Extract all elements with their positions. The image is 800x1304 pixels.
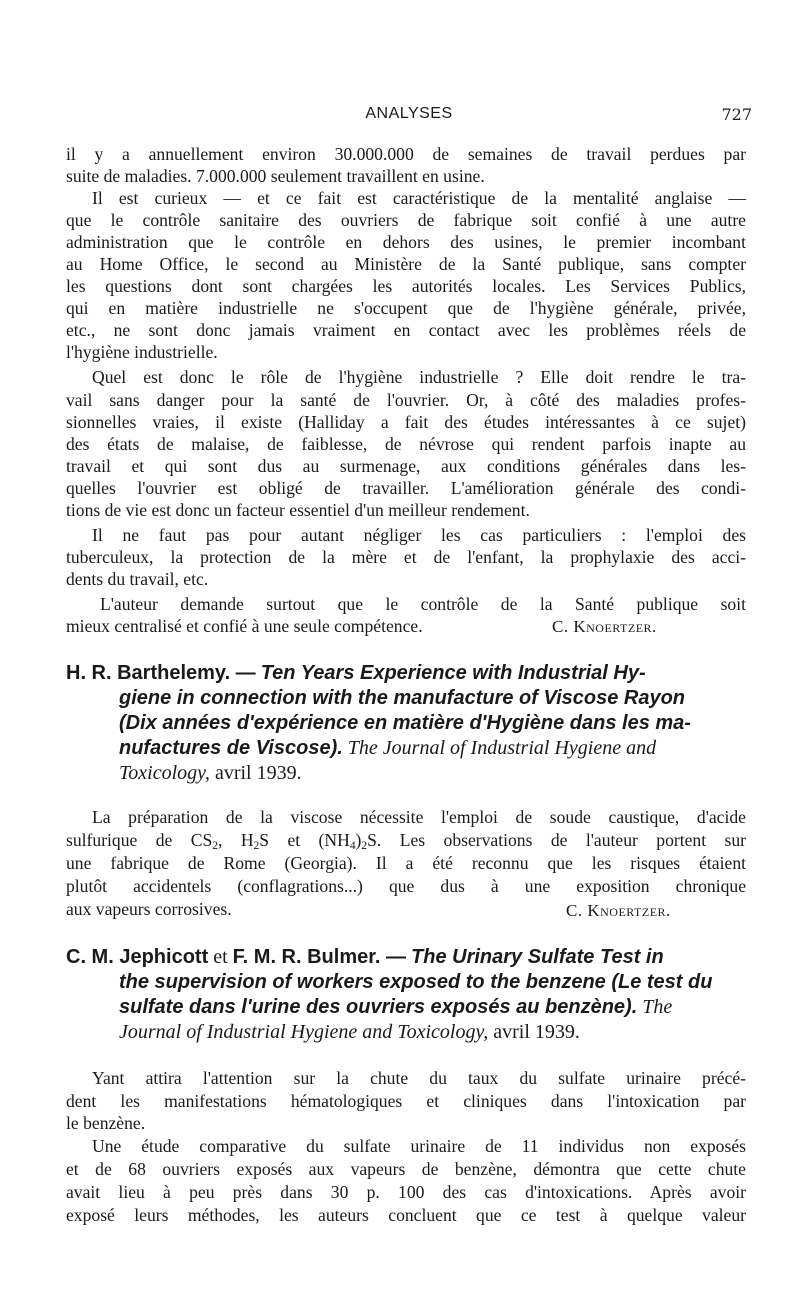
publication-date: avril 1939. xyxy=(214,762,302,784)
text-line: etc., ne sont donc jamais vraiment en contact avec les problèmes réels de xyxy=(66,320,746,340)
article-title: giene in connection with the manufacture of Viscose Rayon xyxy=(119,687,686,709)
article-title: nufactures de Viscose). xyxy=(119,737,343,759)
text-line: dent les manifestations hématologiques et cliniques dans l'intoxication par xyxy=(66,1091,746,1111)
signature: C. Knoertzer. xyxy=(552,617,657,636)
text-line: Une étude comparative du sulfate urinaire de 11 individus non exposés xyxy=(92,1136,746,1156)
text-line: administration que le contrôle en dehors des usines, le premier incombant xyxy=(66,232,746,252)
article-title: The Urinary Sulfate Test in xyxy=(411,946,664,968)
text-line: vail sans danger pour la santé de l'ouvrier. Or, à côté des maladies profes- xyxy=(66,390,746,410)
text-line: Yant attira l'attention sur la chute du taux du sulfate urinaire précé- xyxy=(92,1068,746,1088)
text-line: le benzène. xyxy=(66,1113,146,1133)
text-line: et de 68 ouvriers exposés aux vapeurs de benzène, démontra que cette chute xyxy=(66,1159,746,1179)
article-title: (Dix années d'expérience en matière d'Hygiène dans les ma- xyxy=(119,712,691,734)
text-line: mieux centralisé et confié à une seule compétence. xyxy=(66,616,423,636)
article-authors: F. M. R. Bulmer. — xyxy=(232,946,407,968)
journal-name: The xyxy=(642,996,673,1018)
header-title: ANALYSES xyxy=(365,105,453,122)
author-conjunction: et xyxy=(213,946,228,968)
signature: C. Knoertzer. xyxy=(566,901,671,920)
journal-name: Journal of Industrial Hygiene and Toxicology, xyxy=(119,1021,489,1043)
text-line: des états de malaise, de faiblesse, de névrose qui rendent parfois inapte au xyxy=(66,434,746,454)
article-reference xyxy=(66,662,752,802)
text-line: plutôt accidentels (conflagrations...) que dus à une exposition chronique xyxy=(66,876,746,896)
journal-name: The Journal of Industrial Hygiene and xyxy=(347,737,657,759)
text-line: tions de vie est donc un facteur essentiel d'un meilleur rendement. xyxy=(66,500,530,520)
text-line: avait lieu à peu près dans 30 p. 100 des cas d'intoxications. Après avoir xyxy=(66,1182,746,1202)
article-authors: H. R. Barthelemy. — xyxy=(66,662,256,684)
text-line: suite de maladies. 7.000.000 seulement travaillent en usine. xyxy=(66,166,485,186)
text-line: travail et qui sont dus au surmenage, aux conditions générales dans les- xyxy=(66,456,746,476)
text-line: les questions dont sont chargées les autorités locales. Les Services Publics, xyxy=(66,276,746,296)
text-line: sionnelles vraies, il existe (Halliday a fait des études intéressantes à ce sujet) xyxy=(66,412,746,432)
text-line: que le contrôle sanitaire des ouvriers de fabrique soit confié à une autre xyxy=(66,210,746,230)
text-line: Il est curieux — et ce fait est caractéristique de la mentalité anglaise — xyxy=(92,188,746,208)
article-reference xyxy=(66,946,752,1058)
text-line: qui en matière industrielle ne s'occupent que de l'hygiène générale, privée, xyxy=(66,298,746,318)
text-line: dents du travail, etc. xyxy=(66,569,209,589)
text-line: quelles l'ouvrier est obligé de travailler. L'amélioration générale des condi- xyxy=(66,478,746,498)
text-line: une fabrique de Rome (Georgia). Il a été reconnu que les risques étaient xyxy=(66,853,746,873)
text-line: l'hygiène industrielle. xyxy=(66,342,218,362)
text-line: tuberculeux, la protection de la mère et de l'enfant, la prophylaxie des acci- xyxy=(66,547,746,567)
text-line: Quel est donc le rôle de l'hygiène industrielle ? Elle doit rendre le tra- xyxy=(92,367,746,387)
text-line: sulfurique de $CS_2$, $H_2S$ et $(NH_4)_2S$. Les observations de l'auteur portent sur xyxy=(66,830,747,852)
running-header xyxy=(66,105,752,129)
text-line: exposé leurs méthodes, les auteurs concluent que ce test à quelque valeur xyxy=(66,1205,746,1225)
text-line: il y a annuellement environ 30.000.000 de semaines de travail perdues par xyxy=(66,144,746,164)
text-line: aux vapeurs corrosives. xyxy=(66,899,232,919)
text-line: Il ne faut pas pour autant négliger les cas particuliers : l'emploi des xyxy=(92,525,746,545)
article-title: the supervision of workers exposed to the benzene (Le test du xyxy=(119,971,713,993)
text-line: La préparation de la viscose nécessite l'emploi de soude caustique, d'acide xyxy=(92,807,746,827)
text-line: au Home Office, le second au Ministère de la Santé publique, sans compter xyxy=(66,254,746,274)
publication-date: avril 1939. xyxy=(493,1021,580,1043)
article-title: Ten Years Experience with Industrial Hy- xyxy=(260,662,646,684)
article-authors: C. M. Jephicott xyxy=(66,946,209,968)
page-number: 727 xyxy=(721,105,752,124)
text-line: L'auteur demande surtout que le contrôle de la Santé publique soit xyxy=(100,594,746,614)
article-title: sulfate dans l'urine des ouvriers exposés au benzène). xyxy=(119,996,638,1018)
journal-name: Toxicology, xyxy=(119,762,210,784)
